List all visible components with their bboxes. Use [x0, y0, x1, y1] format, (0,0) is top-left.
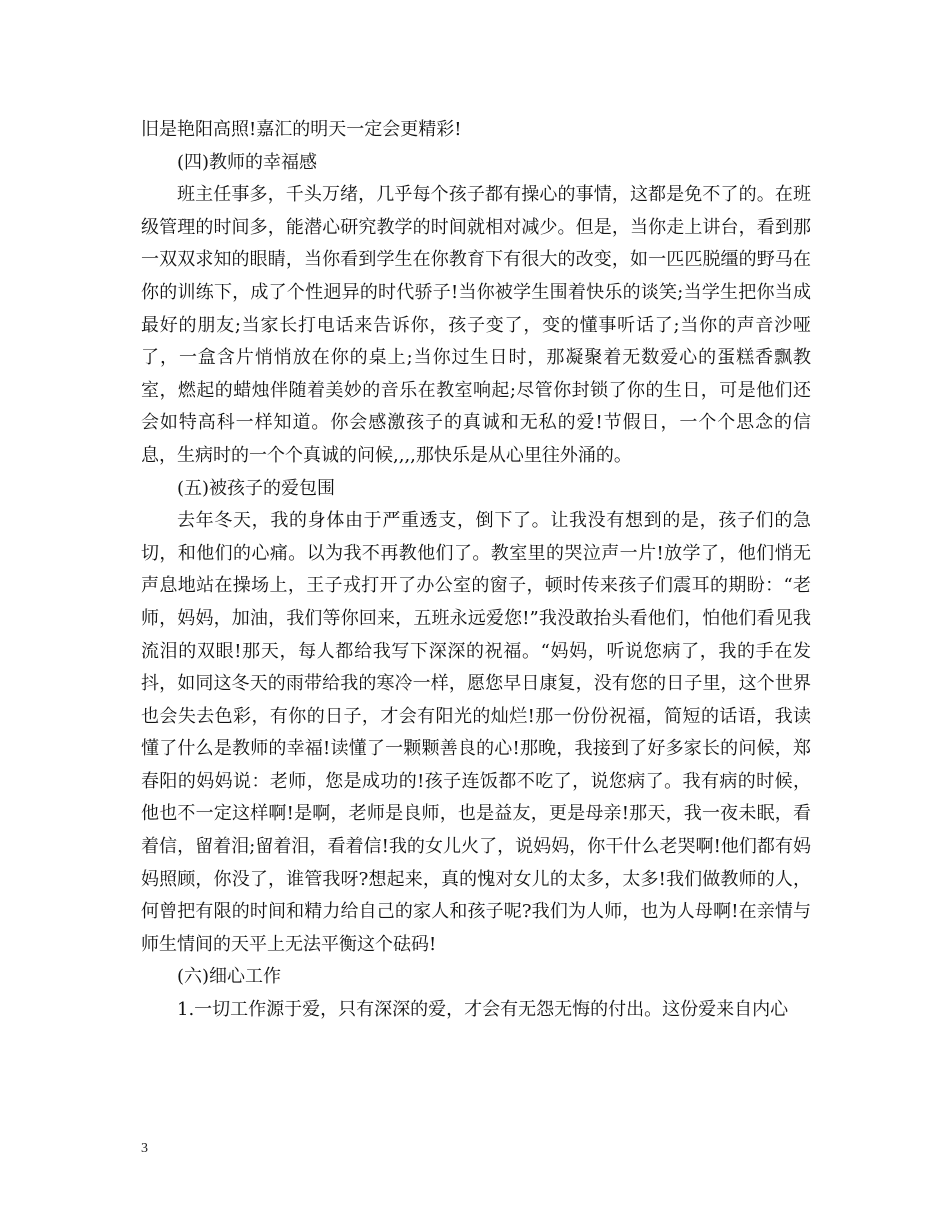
- body-text: [141, 114, 811, 1027]
- section-heading-4: (四)教师的幸福感: [177, 151, 318, 173]
- page-number: 3: [141, 1141, 148, 1156]
- section-heading-6: (六)细心工作: [177, 966, 282, 988]
- paragraph-continuation: 旧是艳阳高照!嘉汇的明天一定会更精彩!: [141, 119, 462, 140]
- paragraph: 1.一切工作源于爱，只有深深的爱，才会有无怨无悔的付出。这份爱来自内心: [177, 999, 789, 1021]
- paragraph: 班主任事多，千头万绪，几乎每个孩子都有操心的事情，这都是免不了的。在班级管理的时间多，能潜心研究教学的时间就相对减少。但是，当你走上讲台，看到那一双双求知的眼睛，当你看到学生在你教育下有很大的改变，如一匹匹脱缰的野马在你的训练下，成了个性迥异的时代骄子!当你被学生围着快乐的谈笑;当学生把你当成最好的朋友;当家长打电话来告诉你，孩子变了，变的懂事听话了;当你的声音沙哑了，一盒含片悄悄放在你的桌上;当你过生日时，那凝聚着无数爱心的蛋糕香飘教室，燃起的蜡烛伴随着美妙的音乐在教室响起;尽管你封锁了你的生日，可是他们还会如特高科一样知道。你会感激孩子的真诚和无私的爱!节假日，一个个思念的信息，生病时的一个个真诚的问候,,,,那快乐是从心里往外涌的。: [141, 184, 811, 466]
- section-heading-5: (五)被孩子的爱包围: [177, 477, 336, 499]
- paragraph: 去年冬天，我的身体由于严重透支，倒下了。让我没有想到的是，孩子们的急切，和他们的心痛。以为我不再教他们了。教室里的哭泣声一片!放学了，他们悄无声息地站在操场上，王子戎打开了办公室的窗子，顿时传来孩子们震耳的期盼：“老师，妈妈，加油，我们等你回来，五班永远爱您!”我没敢抬头看他们，怕他们看见我流泪的双眼!那天，每人都给我写下深深的祝福。“妈妈，听说您病了，我的手在发抖，如同这冬天的雨带给我的寒冷一样，愿您早日康复，没有您的日子里，这个世界也会失去色彩，有你的日子，才会有阳光的灿烂!那一份份祝福，简短的话语，我读懂了什么是教师的幸福!读懂了一颗颗善良的心!那晚，我接到了好多家长的问候，郑春阳的妈妈说：老师，您是成功的!孩子连饭都不吃了，说您病了。我有病的时候，他也不一定这样啊!是啊，老师是良师，也是益友，更是母亲!那天，我一夜未眠，看着信，留着泪;留着泪，看着信!我的女儿火了，说妈妈，你干什么老哭啊!他们都有妈妈照顾，你没了，谁管我呀?想起来，真的愧对女儿的太多，太多!我们做教师的人，何曾把有限的时间和精力给自己的家人和孩子呢?我们为人师，也为人母啊!在亲情与师生情间的天平上无法平衡这个砝码!: [141, 510, 811, 955]
